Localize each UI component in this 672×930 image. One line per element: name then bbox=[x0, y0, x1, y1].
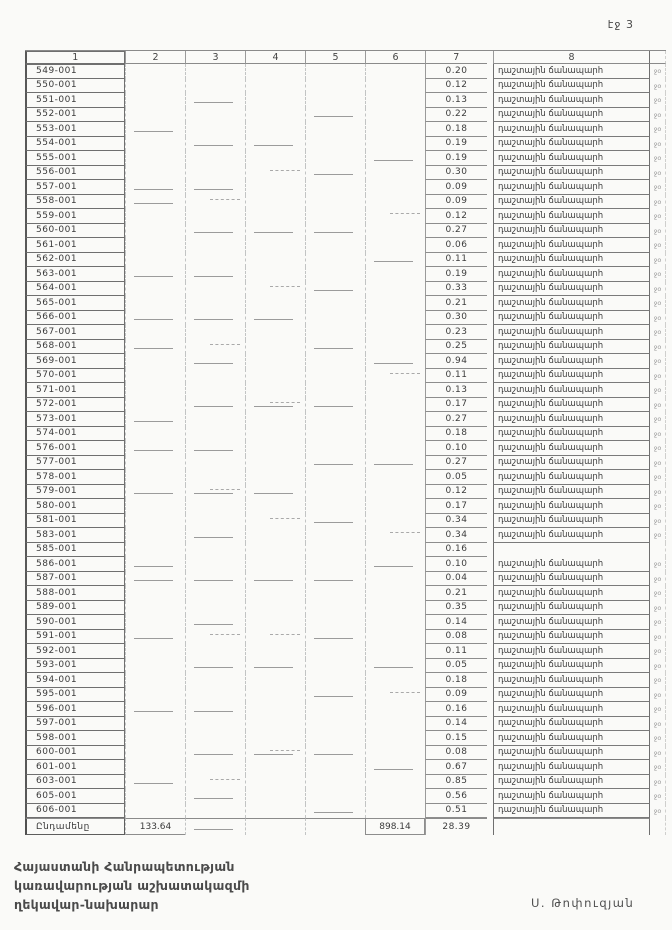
margin-mark-cell: ջօ bbox=[650, 615, 666, 630]
table-row bbox=[25, 717, 666, 732]
margin-mark-cell: ջօ bbox=[650, 369, 666, 384]
parcel-id-cell: 600-001 bbox=[25, 746, 125, 761]
land-use-cell: դաշտային ճանապարհ bbox=[493, 702, 650, 717]
area-value-cell: 0.14 bbox=[425, 615, 487, 630]
column-header-2: 2 bbox=[125, 51, 185, 64]
margin-mark-cell: ջօ bbox=[650, 267, 666, 282]
margin-mark-cell: ջօ bbox=[650, 586, 666, 601]
area-value-cell: 0.27 bbox=[425, 224, 487, 239]
margin-mark-cell: ջօ bbox=[650, 485, 666, 500]
area-value-cell: 0.17 bbox=[425, 398, 487, 413]
totals-col7-value: 28.39 bbox=[425, 818, 487, 835]
margin-mark-cell: ջօ bbox=[650, 296, 666, 311]
margin-mark-cell: ջօ bbox=[650, 282, 666, 297]
land-use-cell: դաշտային ճանապարհ bbox=[493, 180, 650, 195]
area-value-cell: 0.05 bbox=[425, 470, 487, 485]
column-header-3: 3 bbox=[185, 51, 245, 64]
margin-mark-cell: ջօ bbox=[650, 224, 666, 239]
land-use-cell: դաշտային ճանապարհ bbox=[493, 137, 650, 152]
table-row bbox=[25, 340, 666, 355]
table-row bbox=[25, 789, 666, 804]
parcel-id-cell: 573-001 bbox=[25, 412, 125, 427]
parcel-id-cell: 597-001 bbox=[25, 717, 125, 732]
table-row bbox=[25, 427, 666, 442]
table-row bbox=[25, 528, 666, 543]
parcel-id-cell: 555-001 bbox=[25, 151, 125, 166]
parcel-id-cell: 595-001 bbox=[25, 688, 125, 703]
area-value-cell: 0.30 bbox=[425, 311, 487, 326]
margin-mark-cell: ջօ bbox=[650, 789, 666, 804]
area-value-cell: 0.13 bbox=[425, 93, 487, 108]
area-value-cell: 0.34 bbox=[425, 514, 487, 529]
area-value-cell: 0.56 bbox=[425, 789, 487, 804]
table-row bbox=[25, 383, 666, 398]
land-use-cell: դաշտային ճանապարհ bbox=[493, 804, 650, 819]
parcel-id-cell: 562-001 bbox=[25, 253, 125, 268]
margin-mark-cell: ջօ bbox=[650, 325, 666, 340]
margin-mark-cell: ջօ bbox=[650, 514, 666, 529]
land-use-cell: դաշտային ճանապարհ bbox=[493, 789, 650, 804]
land-use-cell: դաշտային ճանապարհ bbox=[493, 253, 650, 268]
margin-mark-cell: ջօ bbox=[650, 354, 666, 369]
area-value-cell: 0.11 bbox=[425, 644, 487, 659]
area-value-cell: 0.23 bbox=[425, 325, 487, 340]
land-use-cell: դաշտային ճանապարհ bbox=[493, 441, 650, 456]
parcel-id-cell: 566-001 bbox=[25, 311, 125, 326]
authority-line: ղեկավար-նախարար bbox=[14, 897, 159, 912]
margin-mark-cell: ջօ bbox=[650, 760, 666, 775]
table-row bbox=[25, 572, 666, 587]
parcel-id-cell: 550-001 bbox=[25, 79, 125, 94]
area-value-cell: 0.13 bbox=[425, 383, 487, 398]
parcel-id-cell: 579-001 bbox=[25, 485, 125, 500]
margin-mark-cell: ջօ bbox=[650, 630, 666, 645]
table-row bbox=[25, 557, 666, 572]
margin-mark-cell: ջօ bbox=[650, 717, 666, 732]
column-header-1: 1 bbox=[25, 51, 125, 64]
table-row bbox=[25, 151, 666, 166]
table-row bbox=[25, 122, 666, 137]
margin-mark-cell: ջօ bbox=[650, 644, 666, 659]
margin-mark-cell: ջօ bbox=[650, 122, 666, 137]
land-use-cell: դաշտային ճանապարհ bbox=[493, 354, 650, 369]
land-use-cell: դաշտային ճանապարհ bbox=[493, 325, 650, 340]
parcel-id-cell: 556-001 bbox=[25, 166, 125, 181]
table-row bbox=[25, 398, 666, 413]
table-row bbox=[25, 325, 666, 340]
table-row bbox=[25, 731, 666, 746]
parcel-id-cell: 591-001 bbox=[25, 630, 125, 645]
area-value-cell: 0.12 bbox=[425, 79, 487, 94]
land-use-cell: դաշտային ճանապարհ bbox=[493, 456, 650, 471]
land-use-cell: դաշտային ճանապարհ bbox=[493, 311, 650, 326]
area-value-cell: 0.85 bbox=[425, 775, 487, 790]
page-number-label: էջ 3 bbox=[607, 18, 634, 31]
parcel-id-cell: 564-001 bbox=[25, 282, 125, 297]
land-use-cell: դաշտային ճանապարհ bbox=[493, 499, 650, 514]
table-row bbox=[25, 282, 666, 297]
land-use-cell: դաշտային ճանապարհ bbox=[493, 572, 650, 587]
table-header-row bbox=[25, 50, 666, 64]
margin-mark-cell: ջօ bbox=[650, 253, 666, 268]
authority-line: կառավարության աշխատակազմի bbox=[14, 878, 250, 893]
margin-mark-cell: ջօ bbox=[650, 93, 666, 108]
parcel-id-cell: 554-001 bbox=[25, 137, 125, 152]
land-use-cell: դաշտային ճանապարհ bbox=[493, 296, 650, 311]
column-header-8: 8 bbox=[493, 51, 650, 64]
land-use-cell: դաշտային ճանապարհ bbox=[493, 659, 650, 674]
land-use-cell: դաշտային ճանապարհ bbox=[493, 79, 650, 94]
margin-mark-cell: ջօ bbox=[650, 383, 666, 398]
area-value-cell: 0.27 bbox=[425, 456, 487, 471]
table-row bbox=[25, 543, 666, 558]
area-value-cell: 0.12 bbox=[425, 209, 487, 224]
margin-mark-cell: ջօ bbox=[650, 340, 666, 355]
land-use-cell: դաշտային ճանապարհ bbox=[493, 586, 650, 601]
parcel-id-cell: 603-001 bbox=[25, 775, 125, 790]
margin-mark-cell: ջօ bbox=[650, 456, 666, 471]
area-value-cell: 0.08 bbox=[425, 630, 487, 645]
margin-mark-cell: ջօ bbox=[650, 166, 666, 181]
table-row bbox=[25, 615, 666, 630]
area-value-cell: 0.18 bbox=[425, 673, 487, 688]
parcel-id-cell: 580-001 bbox=[25, 499, 125, 514]
table-row bbox=[25, 514, 666, 529]
cadastre-table bbox=[25, 50, 666, 835]
parcel-id-cell: 587-001 bbox=[25, 572, 125, 587]
land-use-cell: դաշտային ճանապարհ bbox=[493, 340, 650, 355]
area-value-cell: 0.19 bbox=[425, 137, 487, 152]
area-value-cell: 0.21 bbox=[425, 586, 487, 601]
table-row bbox=[25, 470, 666, 485]
parcel-id-cell: 583-001 bbox=[25, 528, 125, 543]
margin-mark-cell: ջօ bbox=[650, 180, 666, 195]
parcel-id-cell: 553-001 bbox=[25, 122, 125, 137]
parcel-id-cell: 557-001 bbox=[25, 180, 125, 195]
area-value-cell: 0.11 bbox=[425, 369, 487, 384]
parcel-id-cell: 592-001 bbox=[25, 644, 125, 659]
area-value-cell: 0.09 bbox=[425, 688, 487, 703]
table-row bbox=[25, 441, 666, 456]
land-use-cell: դաշտային ճանապարհ bbox=[493, 615, 650, 630]
margin-mark-cell: ջօ bbox=[650, 470, 666, 485]
margin-mark-cell: ջօ bbox=[650, 775, 666, 790]
land-use-cell: դաշտային ճանապարհ bbox=[493, 673, 650, 688]
table-row bbox=[25, 209, 666, 224]
parcel-id-cell: 565-001 bbox=[25, 296, 125, 311]
area-value-cell: 0.15 bbox=[425, 731, 487, 746]
parcel-id-cell: 606-001 bbox=[25, 804, 125, 819]
parcel-id-cell: 596-001 bbox=[25, 702, 125, 717]
parcel-id-cell: 549-001 bbox=[25, 64, 125, 79]
table-row bbox=[25, 137, 666, 152]
land-use-cell: դաշտային ճանապարհ bbox=[493, 775, 650, 790]
land-use-cell: դաշտային ճանապարհ bbox=[493, 427, 650, 442]
land-use-cell: դաշտային ճանապարհ bbox=[493, 731, 650, 746]
land-use-cell: դաշտային ճանապարհ bbox=[493, 224, 650, 239]
area-value-cell: 0.12 bbox=[425, 485, 487, 500]
parcel-id-cell: 567-001 bbox=[25, 325, 125, 340]
area-value-cell: 0.16 bbox=[425, 702, 487, 717]
table-row bbox=[25, 296, 666, 311]
parcel-id-cell: 560-001 bbox=[25, 224, 125, 239]
parcel-id-cell: 588-001 bbox=[25, 586, 125, 601]
land-use-cell: դաշտային ճանապարհ bbox=[493, 528, 650, 543]
totals-label: Ընդամենը bbox=[25, 818, 125, 835]
table-row bbox=[25, 195, 666, 210]
area-value-cell: 0.27 bbox=[425, 412, 487, 427]
issuing-authority-block bbox=[14, 857, 250, 914]
area-value-cell: 0.67 bbox=[425, 760, 487, 775]
column-header-7: 7 bbox=[425, 51, 487, 64]
table-row bbox=[25, 253, 666, 268]
margin-mark-cell: ջօ bbox=[650, 659, 666, 674]
land-use-cell: դաշտային ճանապարհ bbox=[493, 630, 650, 645]
table-row bbox=[25, 775, 666, 790]
margin-mark-cell: ջօ bbox=[650, 238, 666, 253]
area-value-cell: 0.18 bbox=[425, 122, 487, 137]
margin-mark-cell: ջօ bbox=[650, 427, 666, 442]
margin-mark-cell bbox=[650, 543, 666, 558]
margin-mark-cell: ջօ bbox=[650, 311, 666, 326]
parcel-id-cell: 598-001 bbox=[25, 731, 125, 746]
parcel-id-cell: 605-001 bbox=[25, 789, 125, 804]
land-use-cell: դաշտային ճանապարհ bbox=[493, 238, 650, 253]
parcel-id-cell: 601-001 bbox=[25, 760, 125, 775]
land-use-cell: դաշտային ճանապարհ bbox=[493, 412, 650, 427]
land-use-cell: դաշտային ճանապարհ bbox=[493, 64, 650, 79]
parcel-id-cell: 594-001 bbox=[25, 673, 125, 688]
margin-mark-cell: ջօ bbox=[650, 804, 666, 819]
table-row bbox=[25, 499, 666, 514]
table-row bbox=[25, 456, 666, 471]
parcel-id-cell: 572-001 bbox=[25, 398, 125, 413]
land-use-cell: դաշտային ճանապարհ bbox=[493, 93, 650, 108]
land-use-cell: դաշտային ճանապարհ bbox=[493, 601, 650, 616]
area-value-cell: 0.35 bbox=[425, 601, 487, 616]
area-value-cell: 0.51 bbox=[425, 804, 487, 819]
area-value-cell: 0.10 bbox=[425, 557, 487, 572]
parcel-id-cell: 593-001 bbox=[25, 659, 125, 674]
land-use-cell: դաշտային ճանապարհ bbox=[493, 485, 650, 500]
table-row bbox=[25, 79, 666, 94]
land-use-cell: դաշտային ճանապարհ bbox=[493, 470, 650, 485]
column-header-5: 5 bbox=[305, 51, 365, 64]
column-header-6: 6 bbox=[365, 51, 425, 64]
land-use-cell: դաշտային ճանապարհ bbox=[493, 398, 650, 413]
margin-mark-cell: ջօ bbox=[650, 209, 666, 224]
table-row bbox=[25, 746, 666, 761]
margin-mark-cell: ջօ bbox=[650, 702, 666, 717]
land-use-cell: դաշտային ճանապարհ bbox=[493, 282, 650, 297]
margin-mark-cell: ջօ bbox=[650, 731, 666, 746]
area-value-cell: 0.09 bbox=[425, 195, 487, 210]
table-row bbox=[25, 673, 666, 688]
area-value-cell: 0.10 bbox=[425, 441, 487, 456]
table-row bbox=[25, 267, 666, 282]
parcel-id-cell: 568-001 bbox=[25, 340, 125, 355]
column-header-4: 4 bbox=[245, 51, 305, 64]
parcel-id-cell: 571-001 bbox=[25, 383, 125, 398]
table-row bbox=[25, 64, 666, 79]
margin-mark-cell: ջօ bbox=[650, 688, 666, 703]
area-value-cell: 0.18 bbox=[425, 427, 487, 442]
area-value-cell: 0.19 bbox=[425, 267, 487, 282]
area-value-cell: 0.14 bbox=[425, 717, 487, 732]
parcel-id-cell: 589-001 bbox=[25, 601, 125, 616]
table-row bbox=[25, 108, 666, 123]
parcel-id-cell: 551-001 bbox=[25, 93, 125, 108]
parcel-id-cell: 590-001 bbox=[25, 615, 125, 630]
margin-mark-cell: ջօ bbox=[650, 151, 666, 166]
margin-mark-cell: ջօ bbox=[650, 572, 666, 587]
margin-mark-cell: ջօ bbox=[650, 412, 666, 427]
area-value-cell: 0.04 bbox=[425, 572, 487, 587]
table-row bbox=[25, 804, 666, 819]
parcel-id-cell: 561-001 bbox=[25, 238, 125, 253]
parcel-id-cell: 585-001 bbox=[25, 543, 125, 558]
land-use-cell: դաշտային ճանապարհ bbox=[493, 557, 650, 572]
margin-mark-cell: ջօ bbox=[650, 64, 666, 79]
parcel-id-cell: 558-001 bbox=[25, 195, 125, 210]
land-use-cell: դաշտային ճանապարհ bbox=[493, 369, 650, 384]
land-use-cell: դաշտային ճանապարհ bbox=[493, 151, 650, 166]
table-row bbox=[25, 586, 666, 601]
land-use-cell: դաշտային ճանապարհ bbox=[493, 108, 650, 123]
land-use-cell: դաշտային ճանապարհ bbox=[493, 209, 650, 224]
margin-mark-cell: ջօ bbox=[650, 601, 666, 616]
table-row bbox=[25, 180, 666, 195]
margin-mark-cell: ջօ bbox=[650, 673, 666, 688]
margin-mark-cell: ջօ bbox=[650, 195, 666, 210]
area-value-cell: 0.06 bbox=[425, 238, 487, 253]
margin-mark-cell: ջօ bbox=[650, 528, 666, 543]
margin-mark-cell: ջօ bbox=[650, 398, 666, 413]
totals-row bbox=[25, 818, 666, 835]
table-row bbox=[25, 238, 666, 253]
area-value-cell: 0.25 bbox=[425, 340, 487, 355]
area-value-cell: 0.05 bbox=[425, 659, 487, 674]
area-value-cell: 0.22 bbox=[425, 108, 487, 123]
margin-mark-cell: ջօ bbox=[650, 108, 666, 123]
land-use-cell bbox=[493, 543, 650, 558]
area-value-cell: 0.30 bbox=[425, 166, 487, 181]
table-row bbox=[25, 224, 666, 239]
margin-mark-cell: ջօ bbox=[650, 441, 666, 456]
area-value-cell: 0.20 bbox=[425, 64, 487, 79]
parcel-id-cell: 586-001 bbox=[25, 557, 125, 572]
land-use-cell: դաշտային ճանապարհ bbox=[493, 688, 650, 703]
land-use-cell: դաշտային ճանապարհ bbox=[493, 514, 650, 529]
land-use-cell: դաշտային ճանապարհ bbox=[493, 195, 650, 210]
land-use-cell: դաշտային ճանապարհ bbox=[493, 267, 650, 282]
authority-line: Հայաստանի Հանրապետության bbox=[14, 859, 235, 874]
margin-mark-cell: ջօ bbox=[650, 79, 666, 94]
table-row bbox=[25, 485, 666, 500]
table-row bbox=[25, 630, 666, 645]
table-row bbox=[25, 760, 666, 775]
table-row bbox=[25, 369, 666, 384]
parcel-id-cell: 552-001 bbox=[25, 108, 125, 123]
parcel-id-cell: 576-001 bbox=[25, 441, 125, 456]
area-value-cell: 0.34 bbox=[425, 528, 487, 543]
table-row bbox=[25, 311, 666, 326]
area-value-cell: 0.17 bbox=[425, 499, 487, 514]
area-value-cell: 0.16 bbox=[425, 543, 487, 558]
totals-col2-value: 133.64 bbox=[125, 818, 185, 835]
area-value-cell: 0.19 bbox=[425, 151, 487, 166]
parcel-id-cell: 577-001 bbox=[25, 456, 125, 471]
area-value-cell: 0.33 bbox=[425, 282, 487, 297]
area-value-cell: 0.08 bbox=[425, 746, 487, 761]
land-use-cell: դաշտային ճանապարհ bbox=[493, 717, 650, 732]
parcel-id-cell: 578-001 bbox=[25, 470, 125, 485]
parcel-id-cell: 559-001 bbox=[25, 209, 125, 224]
area-value-cell: 0.94 bbox=[425, 354, 487, 369]
margin-mark-cell: ջօ bbox=[650, 137, 666, 152]
table-row bbox=[25, 601, 666, 616]
parcel-id-cell: 569-001 bbox=[25, 354, 125, 369]
table-row bbox=[25, 688, 666, 703]
parcel-id-cell: 570-001 bbox=[25, 369, 125, 384]
margin-mark-cell: ջօ bbox=[650, 746, 666, 761]
table-row bbox=[25, 354, 666, 369]
table-row bbox=[25, 166, 666, 181]
margin-mark-cell: ջօ bbox=[650, 499, 666, 514]
signature-name: Ս. Թոփուզյան bbox=[531, 896, 635, 910]
table-row bbox=[25, 644, 666, 659]
margin-mark-cell: ջօ bbox=[650, 557, 666, 572]
land-use-cell: դաշտային ճանապարհ bbox=[493, 383, 650, 398]
land-use-cell: դաշտային ճանապարհ bbox=[493, 746, 650, 761]
totals-col6-value: 898.14 bbox=[365, 818, 425, 835]
land-use-cell: դաշտային ճանապարհ bbox=[493, 760, 650, 775]
area-value-cell: 0.11 bbox=[425, 253, 487, 268]
land-use-cell: դաշտային ճանապարհ bbox=[493, 644, 650, 659]
table-row bbox=[25, 412, 666, 427]
table-row bbox=[25, 702, 666, 717]
land-use-cell: դաշտային ճանապարհ bbox=[493, 122, 650, 137]
parcel-id-cell: 563-001 bbox=[25, 267, 125, 282]
table-row bbox=[25, 93, 666, 108]
parcel-id-cell: 574-001 bbox=[25, 427, 125, 442]
table-body bbox=[25, 64, 666, 818]
area-value-cell: 0.09 bbox=[425, 180, 487, 195]
land-use-cell: դաշտային ճանապարհ bbox=[493, 166, 650, 181]
table-row bbox=[25, 659, 666, 674]
area-value-cell: 0.21 bbox=[425, 296, 487, 311]
parcel-id-cell: 581-001 bbox=[25, 514, 125, 529]
